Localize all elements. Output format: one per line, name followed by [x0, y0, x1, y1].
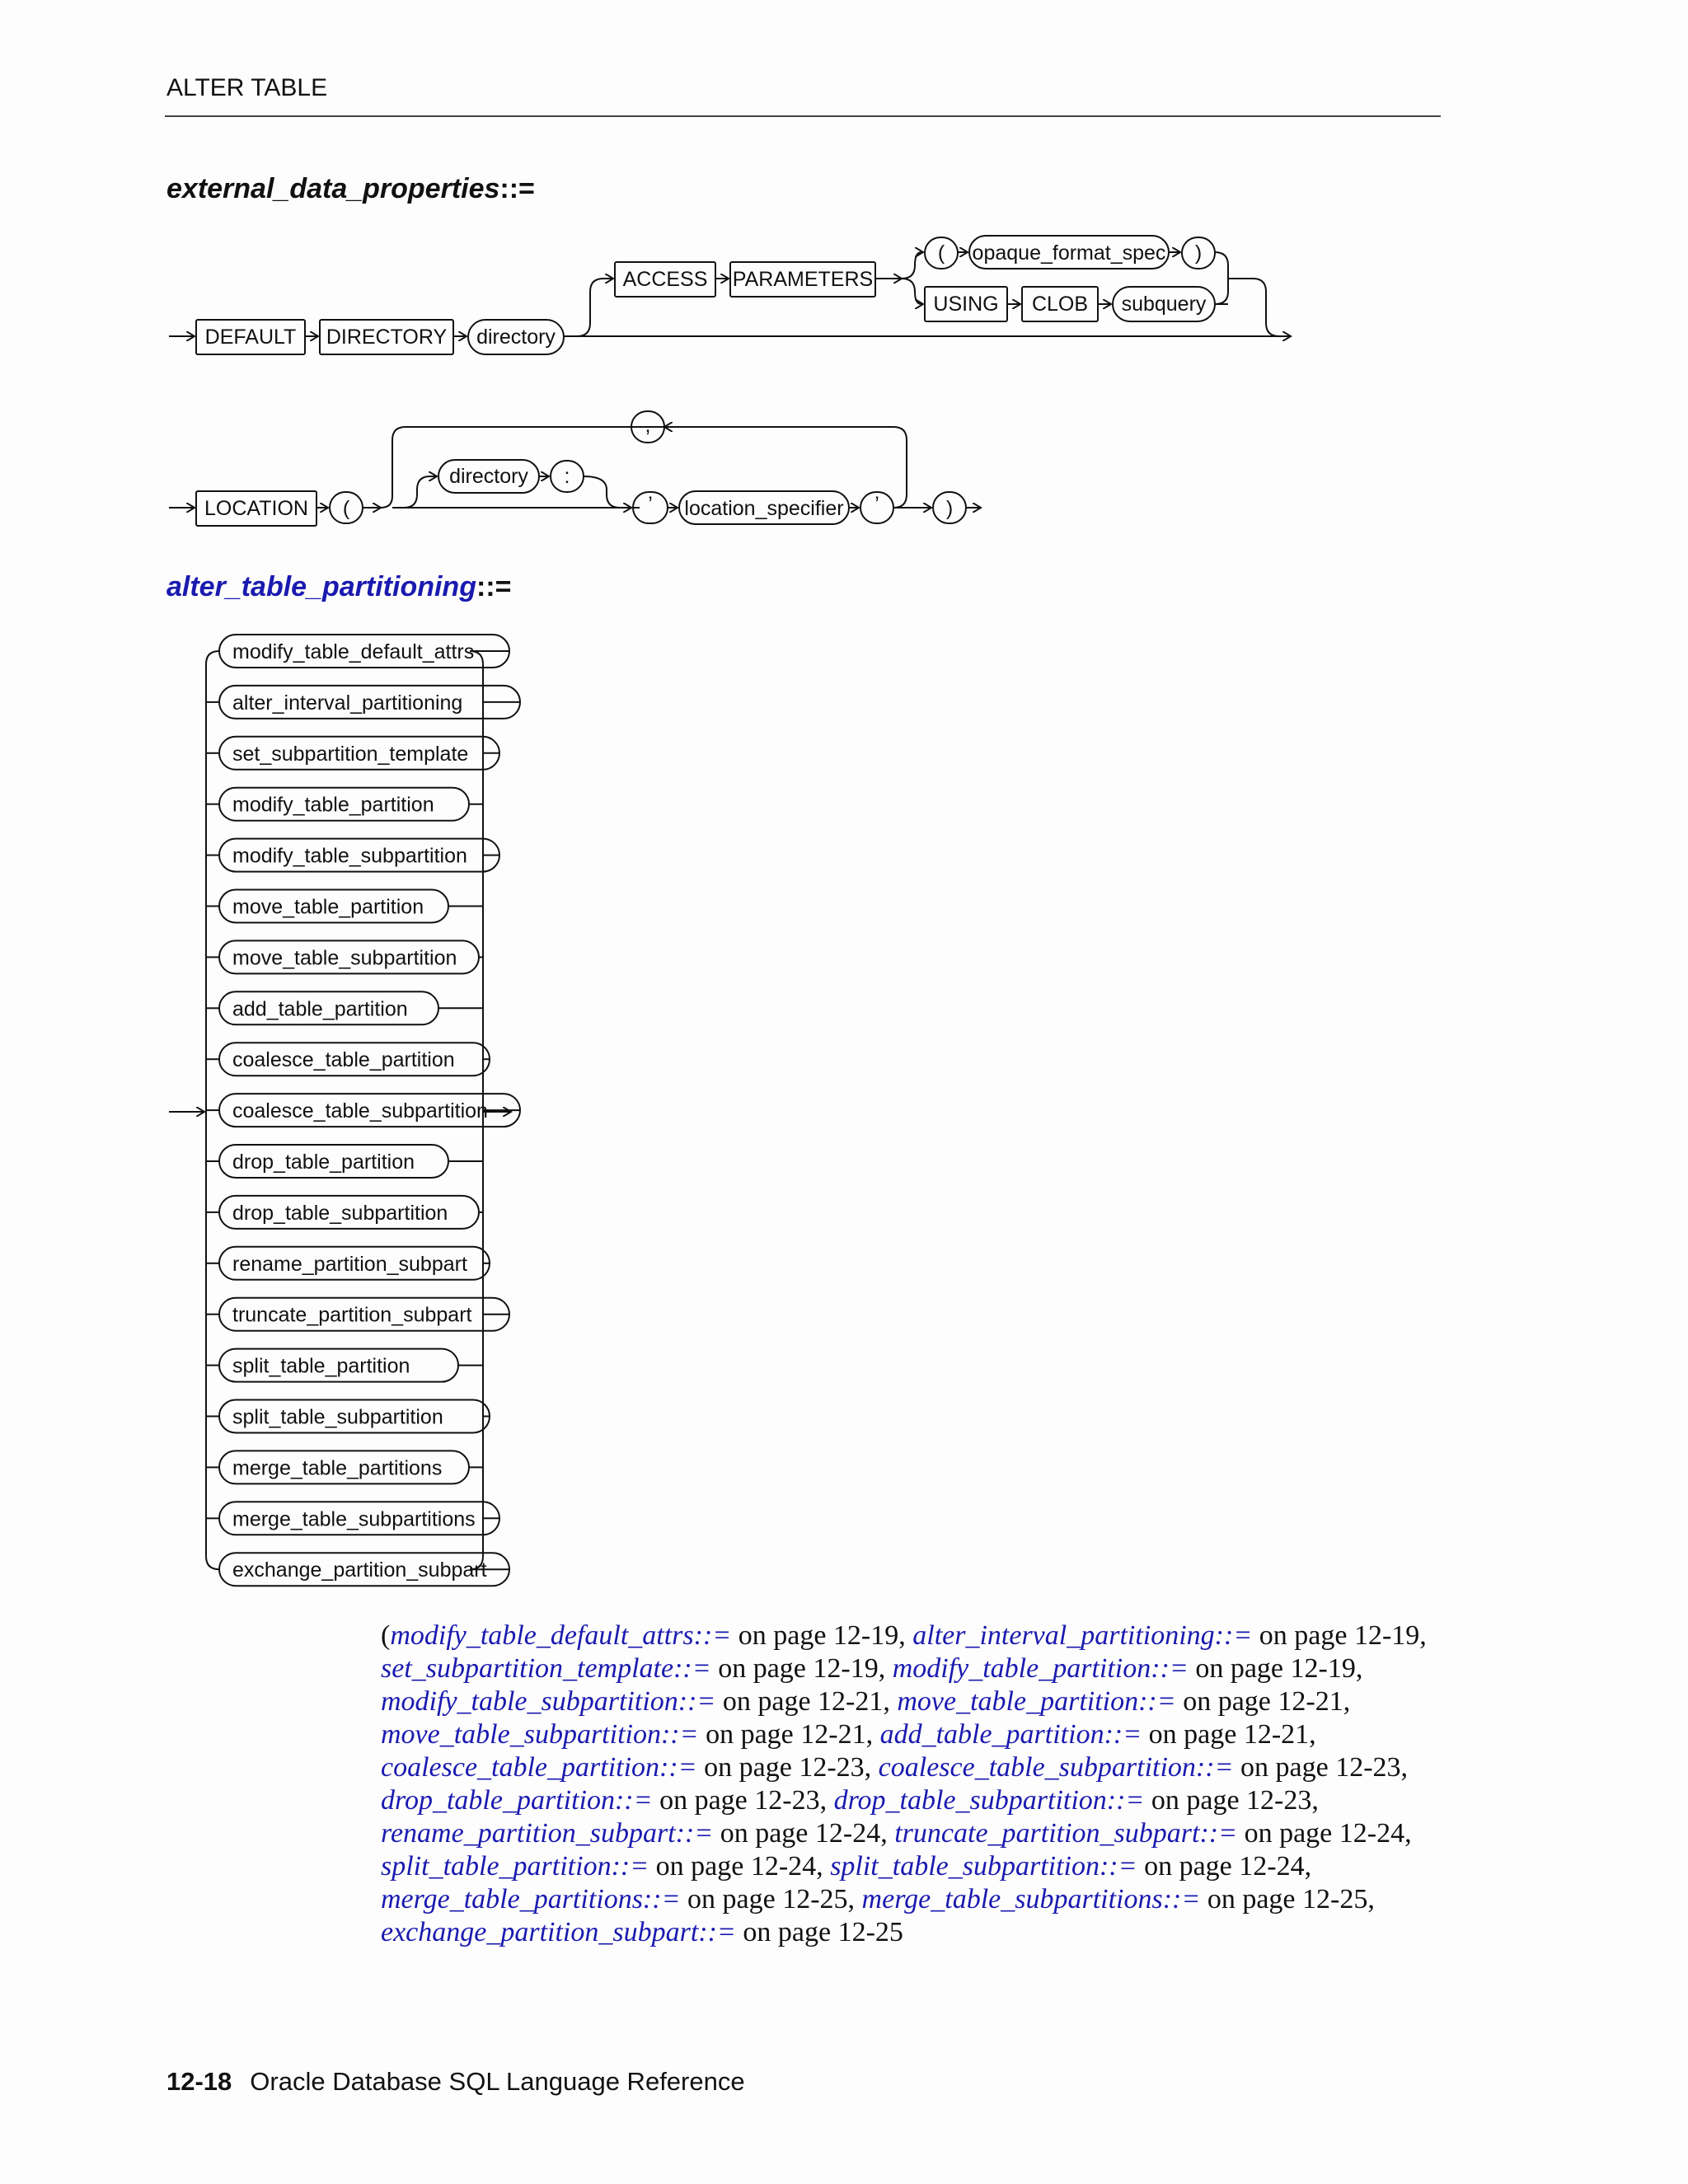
xref-page: on page 12-24, — [649, 1851, 831, 1882]
xref-page: on page 12-23, — [1233, 1752, 1409, 1783]
choice-label: add_table_partition — [232, 997, 408, 1021]
kw-parameters: PARAMETERS — [732, 268, 874, 291]
lparen-2: ( — [342, 497, 350, 520]
nt-location-specifier: location_specifier — [684, 497, 844, 520]
kw-default: DEFAULT — [204, 326, 297, 349]
xref-link[interactable]: add_table_partition::= — [879, 1719, 1142, 1750]
xref-link[interactable]: truncate_partition_subpart::= — [894, 1818, 1238, 1849]
xref-link[interactable]: move_table_partition::= — [897, 1686, 1176, 1717]
choice-label: rename_partition_subpart — [232, 1252, 467, 1276]
xref-link[interactable]: drop_table_partition::= — [381, 1785, 653, 1816]
xref-page: on page 12-21, — [1142, 1719, 1316, 1750]
choice-label: merge_table_partitions — [232, 1456, 443, 1480]
choice-label: move_table_subpartition — [232, 946, 457, 970]
section-suffix: ::= — [499, 173, 535, 204]
book-title: Oracle Database SQL Language Reference — [250, 2067, 745, 2096]
kw-clob: CLOB — [1031, 293, 1089, 316]
xref-page: on page 12-24, — [1237, 1818, 1412, 1849]
nt-directory: directory — [476, 326, 556, 349]
rparen-2: ) — [945, 497, 954, 520]
lparen-1: ( — [937, 241, 945, 265]
quote-close: ’ — [874, 493, 879, 516]
xref-link[interactable]: move_table_subpartition::= — [381, 1719, 699, 1750]
xref-page: on page 12-19, — [1188, 1653, 1363, 1684]
xref-page: on page 12-23, — [652, 1785, 834, 1816]
choice-label: set_subpartition_template — [232, 742, 469, 766]
choice-label: split_table_partition — [232, 1354, 410, 1378]
xref-link[interactable]: set_subpartition_template::= — [381, 1653, 711, 1684]
xref-link[interactable]: modify_table_subpartition::= — [381, 1686, 716, 1717]
xref-open-paren: ( — [381, 1620, 391, 1651]
xref-link[interactable]: rename_partition_subpart::= — [381, 1818, 714, 1849]
xref-link[interactable]: split_table_subpartition::= — [830, 1851, 1137, 1882]
rparen-1: ) — [1194, 241, 1203, 265]
xref-link[interactable]: drop_table_subpartition::= — [833, 1785, 1145, 1816]
choice-label: move_table_partition — [232, 895, 424, 919]
cross-reference-list — [381, 1619, 1436, 1949]
nt-opaque-format-spec: opaque_format_spec — [972, 241, 1166, 265]
xref-page: on page 12-19, — [1252, 1620, 1427, 1651]
xref-link[interactable]: split_table_partition::= — [381, 1851, 649, 1882]
xref-link[interactable]: merge_table_subpartitions::= — [861, 1884, 1201, 1915]
nt-subquery: subquery — [1121, 293, 1207, 316]
running-header: ALTER TABLE — [166, 74, 328, 101]
section-name: external_data_properties — [166, 173, 500, 204]
kw-directory: DIRECTORY — [326, 326, 448, 349]
xref-page: on page 12-25, — [680, 1884, 862, 1915]
xref-page: on page 12-24, — [1137, 1851, 1312, 1882]
choice-label: coalesce_table_partition — [232, 1048, 455, 1072]
xref-page: on page 12-21, — [698, 1719, 880, 1750]
xref-link[interactable]: coalesce_table_subpartition::= — [878, 1752, 1234, 1783]
comma: , — [645, 414, 651, 437]
choice-label: coalesce_table_subpartition — [232, 1099, 488, 1123]
choice-label: exchange_partition_subpart — [232, 1558, 487, 1582]
choice-label: truncate_partition_subpart — [232, 1303, 472, 1327]
choice-label: modify_table_default_attrs — [232, 640, 475, 663]
xref-link[interactable]: modify_table_partition::= — [892, 1653, 1189, 1684]
xref-page: on page 12-24, — [713, 1818, 895, 1849]
choice-label: split_table_subpartition — [232, 1405, 443, 1429]
xref-link[interactable]: exchange_partition_subpart::= — [381, 1917, 736, 1947]
xref-page: on page 12-25 — [735, 1917, 903, 1947]
xref-page: on page 12-23, — [696, 1752, 879, 1783]
xref-link[interactable]: alter_interval_partitioning::= — [912, 1620, 1253, 1651]
section-name: alter_table_partitioning — [166, 571, 476, 602]
section-suffix: ::= — [476, 571, 512, 602]
kw-access: ACCESS — [622, 268, 708, 291]
kw-using: USING — [933, 293, 999, 316]
page-number: 12-18 — [166, 2067, 232, 2096]
xref-page: on page 12-19, — [710, 1653, 893, 1684]
quote-open: ’ — [648, 493, 653, 516]
xref-page: on page 12-21, — [715, 1686, 898, 1717]
xref-page: on page 12-19, — [731, 1620, 913, 1651]
choice-label: alter_interval_partitioning — [232, 691, 463, 715]
xref-page: on page 12-25, — [1200, 1884, 1375, 1915]
nt-directory-2: directory — [449, 465, 528, 488]
xref-link[interactable]: coalesce_table_partition::= — [381, 1752, 697, 1783]
xref-link[interactable]: modify_table_default_attrs::= — [390, 1620, 732, 1651]
colon: : — [564, 465, 570, 488]
kw-location: LOCATION — [204, 497, 308, 520]
choice-label: modify_table_subpartition — [232, 844, 467, 868]
xref-link[interactable]: merge_table_partitions::= — [381, 1884, 681, 1915]
xref-page: on page 12-23, — [1144, 1785, 1319, 1816]
choice-label: drop_table_partition — [232, 1151, 415, 1174]
choice-label: drop_table_subpartition — [232, 1201, 448, 1225]
choice-label: merge_table_subpartitions — [232, 1507, 476, 1531]
xref-page: on page 12-21, — [1175, 1686, 1351, 1717]
page-footer — [166, 2067, 745, 2097]
choice-label: modify_table_partition — [232, 793, 434, 817]
